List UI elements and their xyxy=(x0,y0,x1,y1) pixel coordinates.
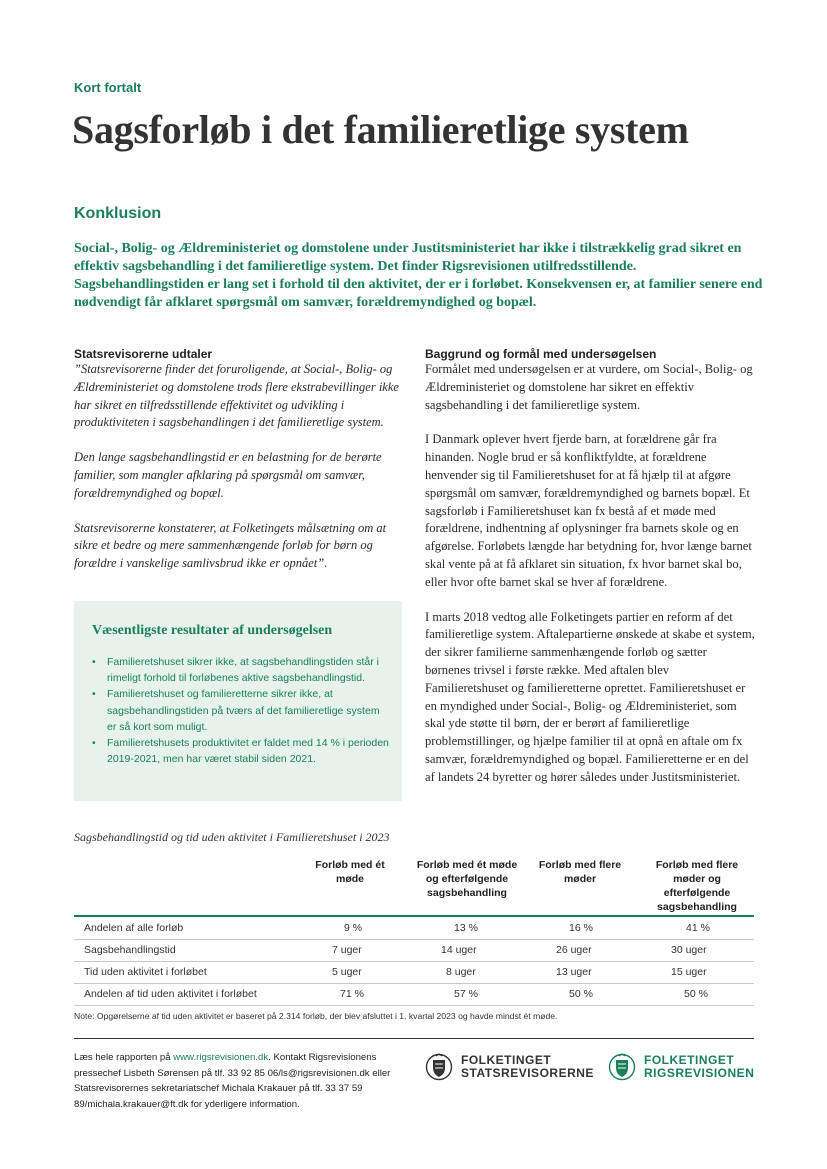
report-link[interactable]: www.rigsrevisionen.dk xyxy=(173,1052,269,1063)
table-column-header: Forløb med ét møde xyxy=(315,859,385,885)
conclusion-text: Social-, Bolig- og Ældreministeriet og domstolene under Justitsministeriet har ikke i tilstrækkelig grad sikret en effektiv sagsbehandling i det familieretlige system. Det finder Rigsrevisionen utilfredsstillende. Sagsbehandlingstiden er lang set i forhold til den aktivitet, der er i forløbet. Konsekvensen er, at familier senere end nødvendigt får afklaret spørgsmål om samvær, forældremyndighed og bopæl. xyxy=(74,241,763,310)
table-note: Note: Opgørelserne af tid uden aktivitet er baseret på 2.314 forløb, der blev afsluttet i 1. kvartal 2023 og havde mindst ét møde. xyxy=(74,1011,558,1021)
bullet-icon: • xyxy=(92,737,96,750)
table-caption: Sagsbehandlingstid og tid uden aktivitet i Familieretshuset i 2023 xyxy=(74,830,390,844)
footer-contact-text xyxy=(74,1050,414,1112)
results-list xyxy=(90,654,390,767)
table-cell: 5 uger xyxy=(332,966,362,978)
statsrevisorerne-heading: Statsrevisorerne udtaler xyxy=(74,347,213,361)
table-cell: 15 uger xyxy=(671,966,707,978)
results-heading: Væsentligste resultater af undersøgelsen xyxy=(92,623,333,638)
table-cell: 71 % xyxy=(340,988,364,1000)
table-cell: 50 % xyxy=(684,988,708,1000)
logo-line: RIGSREVISIONEN xyxy=(644,1066,755,1080)
list-item xyxy=(90,654,390,686)
coat-of-arms-icon xyxy=(425,1052,453,1082)
table-column-header: Forløb med ét møde og efterfølgende sagsbehandling xyxy=(416,859,518,899)
statsrevisorerne-paragraph: ”Statsrevisorerne finder det foruroligende, at Social-, Bolig- og Ældreministeriet og domstolene trods flere ekstrabevillinger ikke har sikret en tilfredsstillende effektivitet og udvikling i produktiviteten i sagsbehandlingen i det familieretlige system. xyxy=(74,362,399,430)
table-header-rule xyxy=(74,915,754,917)
table-column-header: Forløb med flere møder xyxy=(538,859,622,885)
logo-line: STATSREVISORERNE xyxy=(461,1066,594,1080)
background-paragraph: I Danmark oplever hvert fjerde barn, at forældrene går fra hinanden. Nogle brud er så konfliktfyldte, at forældrene henvender sig til Familieretshuset for at få hjælp til at afgøre spørgsmål om samvær, forældremyndighed og barnets bopæl. Et sagsforløb i Familieretshuset kan fx bestå af et møde med forældrene, indhentning af oplysninger fra barnets skole og en afgørelse. Forløbets længde har betydning for, hvor længe barnet skal vente på at få afklaret sin situation, fx hvor barnet skal bo, eller hvor ofte barnet skal se hver af forældrene. xyxy=(425,432,752,589)
background-heading: Baggrund og formål med undersøgelsen xyxy=(425,347,657,361)
coat-of-arms-icon xyxy=(608,1052,636,1082)
result-text: Familieretshuset og familieretterne sikrer ikke, at sagsbehandlingstiden på tværs af det familieretlige system er så kort som muligt. xyxy=(107,688,380,733)
table-row xyxy=(74,984,754,1006)
list-item xyxy=(90,735,390,767)
logo-line: FOLKETINGET xyxy=(644,1053,735,1067)
page-title: Sagsforløb i det familieretlige system xyxy=(72,107,689,152)
row-label: Andelen af alle forløb xyxy=(84,922,184,934)
list-item xyxy=(90,686,390,735)
background-paragraph: Formålet med undersøgelsen er at vurdere, om Social-, Bolig- og Ældreministeriet og domstolene har sikret en effektiv sagsbehandling i det familieretlige system. xyxy=(425,362,753,412)
eyebrow-label: Kort fortalt xyxy=(74,80,142,95)
table-row xyxy=(74,962,754,984)
statsrevisorerne-paragraph: Statsrevisorerne konstaterer, at Folketingets målsætning om at sikre et bedre og mere sammenhængende forløb for børn og forældre i vanskelige samlivsbrud ikke er opnået”. xyxy=(74,520,387,571)
row-label: Andelen af tid uden aktivitet i forløbet xyxy=(84,988,257,1000)
background-paragraph: I marts 2018 vedtog alle Folketingets partier en reform af det familieretlige system. Aftalepartierne ønskede at skabe et system, der sikrer familierne sammenhængende forløb og sætter børnenes trivsel i første række. Med aftalen blev Familieretshuset og familieretterne oprettet. Familieretshuset er en myndighed under Social-, Bolig- og Ældreministeriet, som skal yde støtte til børn, der er berørt af familieretlige problemstillinger, og hjælpe familier til at opnå en aftale om fx samvær, forældremyndighed og bopæl. Familieretterne er en del af landets 24 byretter og hører således under Justitsministeriet. xyxy=(425,609,755,784)
table-cell: 13 % xyxy=(454,922,478,934)
table-cell: 41 % xyxy=(686,922,710,934)
table-row xyxy=(74,940,754,962)
footer-text-part: Læs hele rapporten på xyxy=(74,1052,174,1063)
table-cell: 13 uger xyxy=(556,966,592,978)
row-label: Sagsbehandlingstid xyxy=(84,944,176,956)
results-box xyxy=(74,601,402,801)
table-column-header: Forløb med flere møder og efterfølgende sagsbehandling xyxy=(655,859,739,913)
result-text: Familieretshusets produktivitet er faldet med 14 % i perioden 2019-2021, men har været stabil siden 2021. xyxy=(107,737,389,766)
table-cell: 9 % xyxy=(344,922,363,934)
table-cell: 30 uger xyxy=(671,944,707,956)
table-cell: 16 % xyxy=(569,922,593,934)
statsrevisorerne-paragraph: Den lange sagsbehandlingstid er en belastning for de berørte familier, som mangler afklaring på spørgsmål om samvær, forældremyndighed og bopæl. xyxy=(74,450,382,500)
table-cell: 26 uger xyxy=(556,944,592,956)
table-cell: 8 uger xyxy=(446,966,476,978)
bullet-icon: • xyxy=(92,688,96,701)
table-cell: 57 % xyxy=(454,988,478,1000)
bullet-icon: • xyxy=(92,656,96,668)
logo-text xyxy=(461,1054,594,1080)
footer-rule xyxy=(74,1038,754,1039)
table-row xyxy=(74,918,754,940)
statsrevisorerne-section xyxy=(74,347,400,590)
logo-line: FOLKETINGET xyxy=(461,1053,552,1067)
table-cell: 14 uger xyxy=(441,944,477,956)
footer-text-part: . Kontakt Rigsrevisionens pressechef Lisbeth Sørensen på tlf. 33 92 85 06/ls@rigsrevisionen.dk eller Statsrevisorernes sekretariatschef Michala Krakauer på tlf. 33 37 59 89/michala.krakauer@ft.dk for yderligere information. xyxy=(74,1052,391,1110)
logo-text xyxy=(644,1054,754,1080)
statsrevisorerne-logo xyxy=(425,1052,594,1082)
table-cell: 50 % xyxy=(569,988,593,1000)
background-section xyxy=(425,347,755,804)
table-cell: 7 uger xyxy=(332,944,362,956)
conclusion-heading: Konklusion xyxy=(74,205,162,222)
row-label: Tid uden aktivitet i forløbet xyxy=(84,966,207,978)
rigsrevisionen-logo xyxy=(608,1052,754,1082)
result-text: Familieretshuset sikrer ikke, at sagsbehandlingstiden står i rimeligt forhold til forløbenes aktive sagsbehandlingstid. xyxy=(107,656,379,685)
